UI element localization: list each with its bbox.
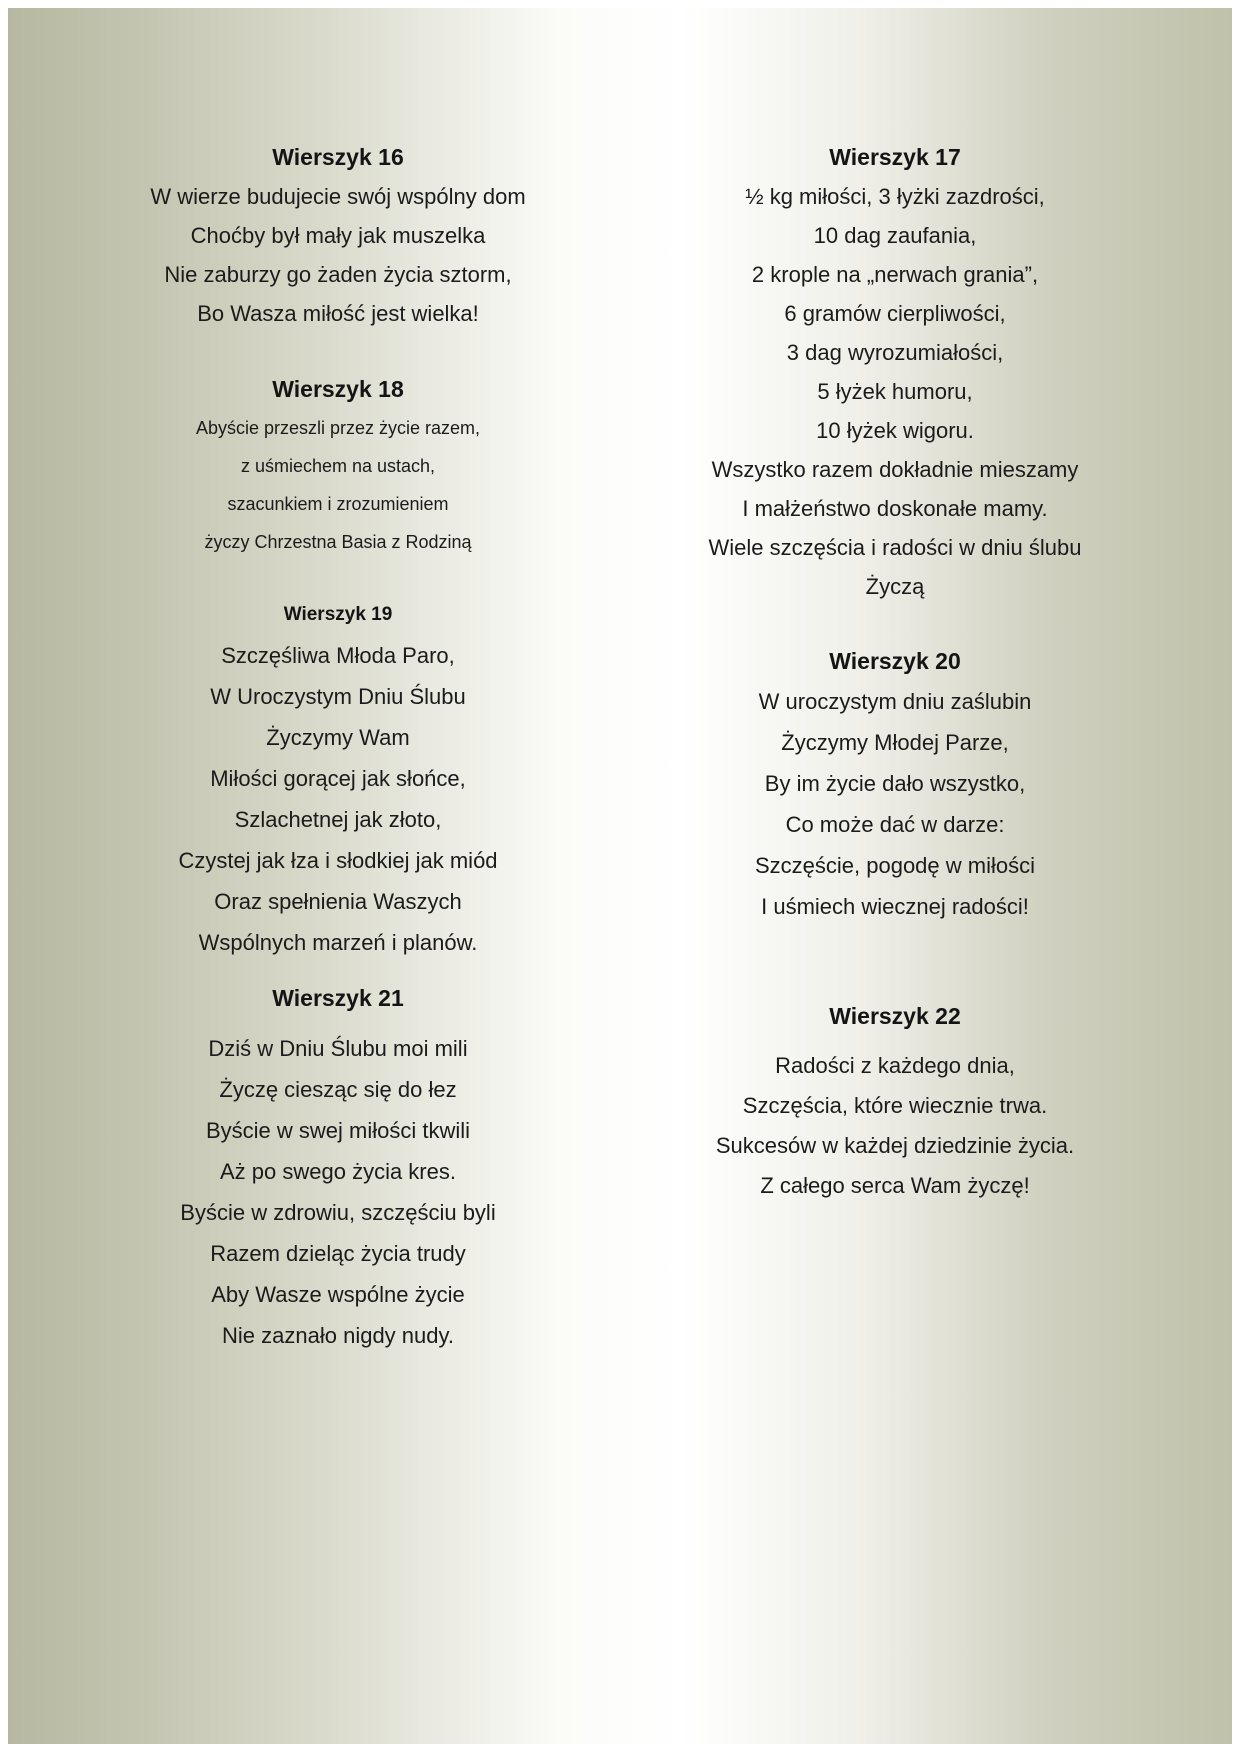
poem-title: Wierszyk 22 <box>829 1003 961 1029</box>
poem-line: Bo Wasza miłość jest wielka! <box>197 301 479 326</box>
poem-line: W wierze budujecie swój wspólny dom <box>150 184 526 209</box>
poem-line: W Uroczystym Dniu Ślubu <box>210 684 466 709</box>
poem-line: Nie zaznało nigdy nudy. <box>222 1323 454 1348</box>
poem-line: Z całego serca Wam życzę! <box>760 1173 1030 1198</box>
poem-line: Wspólnych marzeń i planów. <box>198 930 478 955</box>
poem-wierszyk-16 <box>78 138 598 333</box>
poem-line: Życzę ciesząc się do łez <box>219 1077 457 1102</box>
poem-wierszyk-21 <box>78 979 598 1356</box>
poem-line: Szczęścia, które wiecznie trwa. <box>742 1093 1048 1118</box>
poem-line: Choćby był mały jak muszelka <box>190 223 486 248</box>
poem-line: Byście w zdrowiu, szczęściu byli <box>180 1200 496 1225</box>
poem-line: Razem dzieląc życia trudy <box>210 1241 466 1266</box>
poem-title: Wierszyk 20 <box>829 648 961 674</box>
poem-line: Czystej jak łza i słodkiej jak miód <box>178 848 498 873</box>
poem-line: By im życie dało wszystko, <box>764 771 1026 796</box>
poem-line: Radości z każdego dnia, <box>775 1053 1015 1078</box>
poem-line: Abyście przeszli przez życie razem, <box>195 418 481 438</box>
poem-line: I małżeństwo doskonałe mamy. <box>742 496 1048 521</box>
poem-line: Dziś w Dniu Ślubu moi mili <box>208 1036 468 1061</box>
poem-line: 3 dag wyrozumiałości, <box>786 340 1004 365</box>
poem-line: Szczęście, pogodę w miłości <box>754 853 1035 878</box>
poem-line: szacunkiem i zrozumieniem <box>227 494 449 514</box>
poem-title: Wierszyk 16 <box>272 144 404 170</box>
poem-line: Sukcesów w każdej dziedzinie życia. <box>715 1133 1075 1158</box>
poem-line: 10 dag zaufania, <box>813 223 977 248</box>
poem-wierszyk-18 <box>78 370 598 561</box>
poem-line: życzy Chrzestna Basia z Rodziną <box>204 532 472 552</box>
poem-line: Aby Wasze wspólne życie <box>211 1282 465 1307</box>
poem-line: I uśmiech wiecznej radości! <box>761 894 1029 919</box>
poem-line: Życzymy Młodej Parze, <box>781 730 1009 755</box>
poem-line: 10 łyżek wigoru. <box>816 418 974 443</box>
poem-line: 2 krople na „nerwach grania”, <box>751 262 1039 287</box>
poems-column-left <box>78 138 598 1356</box>
poem-line: Życzymy Wam <box>266 725 410 750</box>
poem-line: Życzą <box>865 574 925 599</box>
poem-wierszyk-20 <box>635 642 1155 927</box>
poem-line: Szlachetnej jak złoto, <box>234 807 442 832</box>
poem-line: Byście w swej miłości tkwili <box>205 1118 471 1143</box>
poem-line: 5 łyżek humoru, <box>817 379 973 404</box>
poem-line: Nie zaburzy go żaden życia sztorm, <box>164 262 512 287</box>
poem-wierszyk-19 <box>78 595 598 963</box>
poem-line: Wszystko razem dokładnie mieszamy <box>711 457 1079 482</box>
poem-line: ½ kg miłości, 3 łyżki zazdrości, <box>745 184 1045 209</box>
poem-line: Oraz spełnienia Waszych <box>214 889 462 914</box>
poem-line: Co może dać w darze: <box>785 812 1005 837</box>
poem-line: Miłości gorącej jak słońce, <box>210 766 466 791</box>
poem-title: Wierszyk 19 <box>283 604 393 625</box>
poem-line: W uroczystym dniu zaślubin <box>758 689 1032 714</box>
poem-title: Wierszyk 18 <box>272 376 404 402</box>
poem-wierszyk-22 <box>635 997 1155 1206</box>
poem-line: Wiele szczęścia i radości w dniu ślubu <box>708 535 1082 560</box>
poem-line: Szczęśliwa Młoda Paro, <box>221 643 455 668</box>
poem-title: Wierszyk 21 <box>272 985 404 1011</box>
poem-wierszyk-17 <box>635 138 1155 606</box>
poem-line: z uśmiechem na ustach, <box>240 456 436 476</box>
poem-line: 6 gramów cierpliwości, <box>784 301 1006 326</box>
poem-title: Wierszyk 17 <box>829 144 961 170</box>
poems-column-right <box>635 138 1155 1206</box>
poem-line: Aż po swego życia kres. <box>220 1159 456 1184</box>
